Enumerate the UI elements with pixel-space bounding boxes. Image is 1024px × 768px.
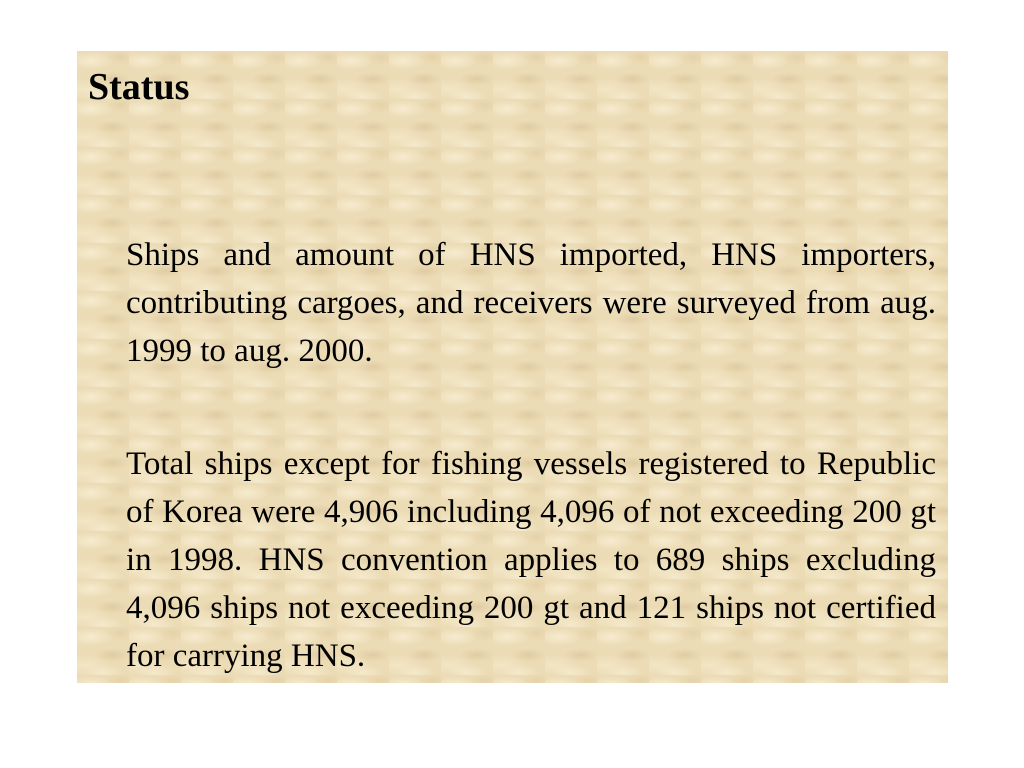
paragraph-ship-totals: Total ships except for fishing vessels registered to Republic of Korea were 4,906 including 4,096 of not exceeding 200 gt in 1998. HNS convention applies to 689 ships excluding 4,096 ships not exceeding 200 gt and 121 ships not certified for carrying HNS. [126,446,936,674]
slide-panel [77,51,948,683]
paragraph-survey: Ships and amount of HNS imported, HNS importers, contributing cargoes, and receivers were surveyed from aug. 1999 to aug. 2000. [126,237,936,369]
slide-title: Status [88,66,190,108]
